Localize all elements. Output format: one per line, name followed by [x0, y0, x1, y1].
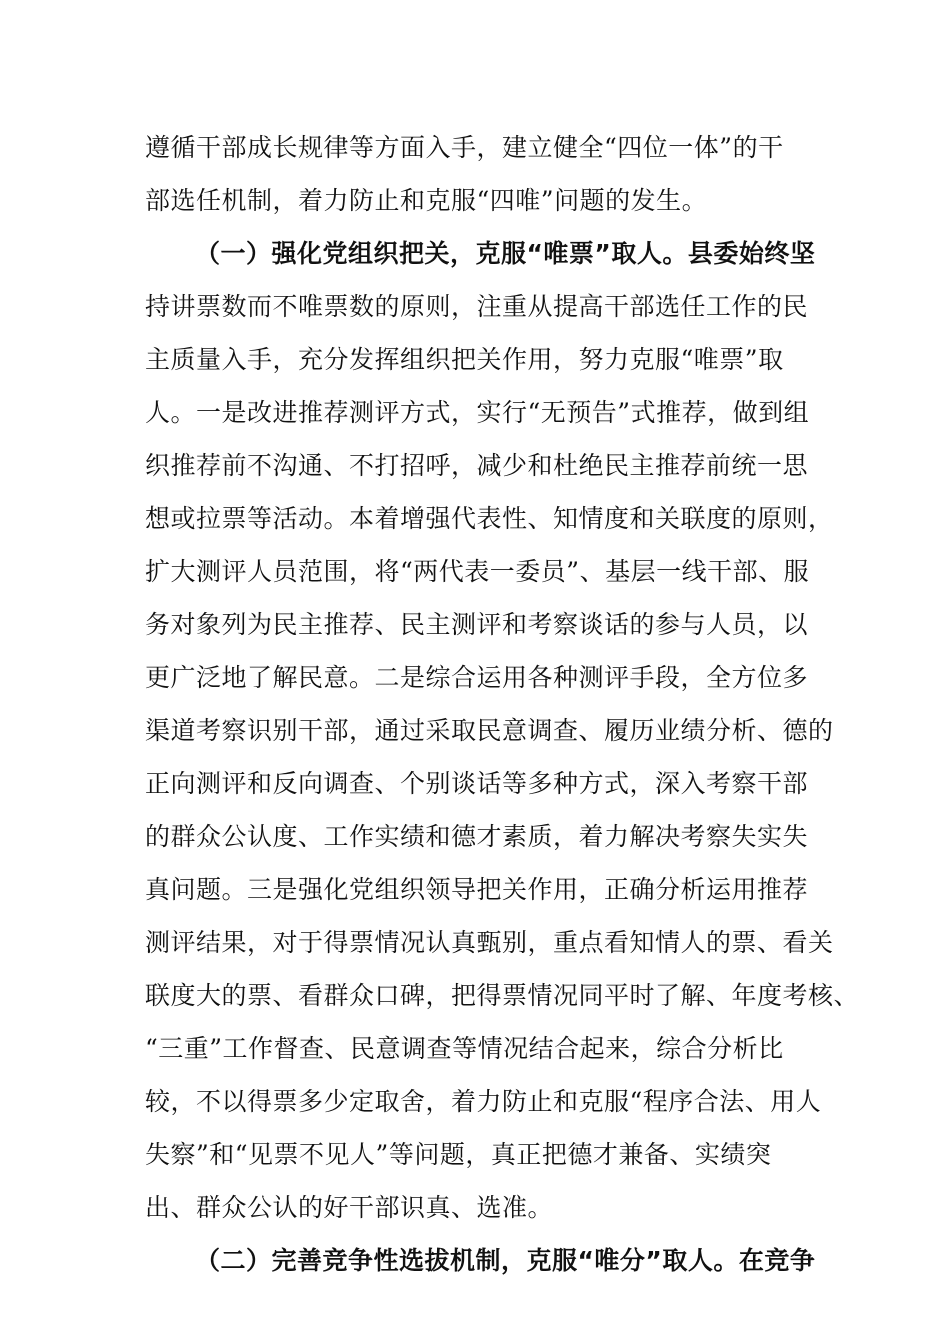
text-line: 扩大测评人员范围，将“两代表一委员”、基层一线干部、服	[145, 557, 810, 586]
document-body	[145, 121, 860, 1287]
text-line: 持讲票数而不唯票数的原则，注重从提高干部选任工作的民	[145, 292, 809, 321]
text-line: 渠道考察识别干部，通过采取民意调查、履历业绩分析、德的	[145, 716, 834, 745]
text-line: 出、群众公认的好干部识真、选准。	[145, 1193, 554, 1222]
text-line: “三重”工作督查、民意调查等情况结合起来，综合分析比	[145, 1034, 784, 1063]
text-line: 想或拉票等活动。本着增强代表性、知情度和关联度的原则，	[145, 504, 834, 533]
text-line: 更广泛地了解民意。二是综合运用各种测评手段，全方位多	[145, 663, 809, 692]
text-line: 较，不以得票多少定取舍，着力防止和克服“程序合法、用人	[145, 1087, 822, 1116]
text-line: 务对象列为民主推荐、民主测评和考察谈话的参与人员，以	[145, 610, 809, 639]
text-line: 人。一是改进推荐测评方式，实行“无预告”式推荐，做到组	[145, 398, 810, 427]
text-line: 真问题。三是强化党组织领导把关作用，正确分析运用推荐	[145, 875, 809, 904]
text-line: 主质量入手，充分发挥组织把关作用，努力克服“唯票”取	[145, 345, 784, 374]
text-line: 正向测评和反向调查、个别谈话等多种方式，深入考察干部	[145, 769, 809, 798]
text-line: 联度大的票、看群众口碑，把得票情况同平时了解、年度考核、	[145, 981, 860, 1010]
text-line: 织推荐前不沟通、不打招呼，减少和杜绝民主推荐前统一思	[145, 451, 809, 480]
section-heading-1: （一）强化党组织把关，克服“唯票”取人。县委始终坚	[195, 239, 816, 268]
text-line: 遵循干部成长规律等方面入手，建立健全“四位一体”的干	[145, 133, 784, 162]
text-line: 部选任机制，着力防止和克服“四唯”问题的发生。	[145, 186, 708, 215]
section-heading-2: （二）完善竞争性选拔机制，克服“唯分”取人。在竞争	[195, 1246, 816, 1275]
text-line: 失察”和“见票不见人”等问题，真正把德才兼备、实绩突	[145, 1140, 772, 1169]
text-line: 测评结果，对于得票情况认真甄别，重点看知情人的票、看关	[145, 928, 834, 957]
text-line: 的群众公认度、工作实绩和德才素质，着力解决考察失实失	[145, 822, 809, 851]
